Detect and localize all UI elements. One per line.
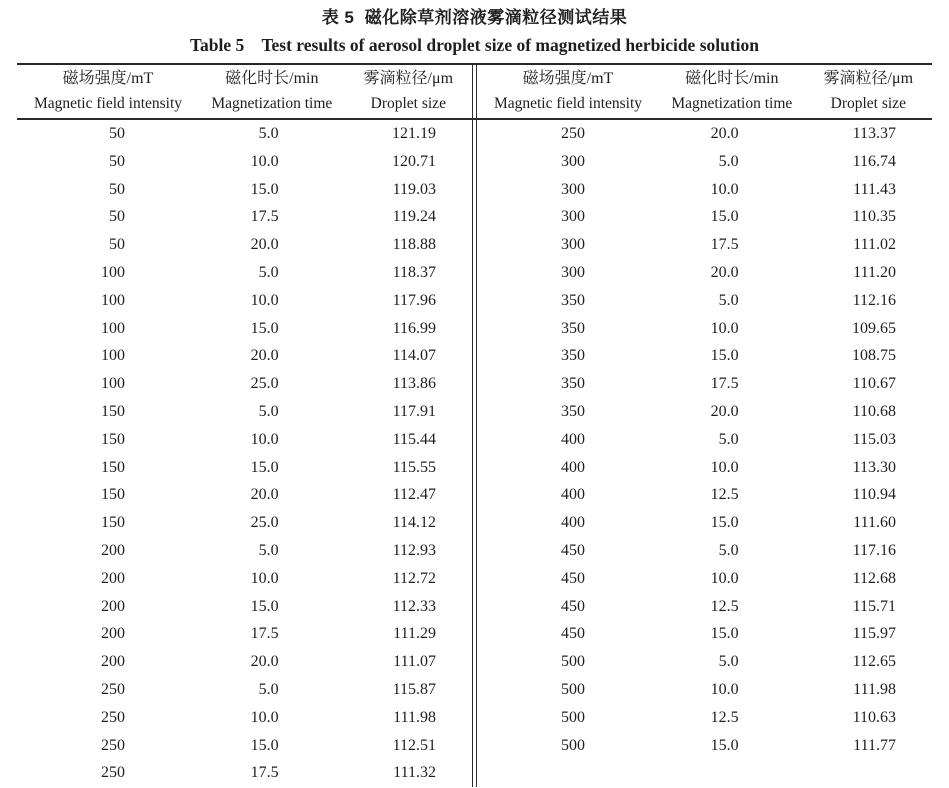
field-intensity-value: 300: [561, 208, 585, 226]
magnetization-time-value: 20.0: [250, 236, 279, 254]
magnetization-time-value: 10.0: [710, 680, 739, 698]
magnetization-time-value: 15.0: [710, 347, 739, 365]
header-magnetization-time-en: Magnetization time: [211, 95, 333, 112]
field-intensity-value: 50: [109, 152, 125, 170]
magnetization-time-value: 5.0: [258, 263, 279, 281]
droplet-size-value: 115.97: [852, 625, 896, 643]
field-intensity-value: 150: [101, 486, 125, 504]
droplet-size-value: 118.88: [392, 236, 436, 254]
field-intensity-value: 50: [109, 208, 125, 226]
droplet-size-value: 112.16: [852, 291, 896, 309]
droplet-size-value: 111.77: [853, 736, 896, 754]
header-field-intensity-en: Magnetic field intensity: [493, 95, 643, 112]
table-left-half: [17, 65, 472, 787]
magnetization-time-value: 20.0: [710, 263, 739, 281]
field-intensity-value: 200: [101, 597, 125, 615]
field-intensity-value: 250: [101, 764, 125, 782]
magnetization-time-value: 17.5: [250, 764, 279, 782]
header-droplet-size-en: Droplet size: [370, 95, 446, 112]
header-droplet-size-cn: 雾滴粒径/μm: [823, 70, 914, 87]
droplet-size-value: 113.30: [852, 458, 896, 476]
droplet-size-value: 113.37: [852, 125, 896, 142]
droplet-size-value: 119.24: [392, 208, 436, 226]
droplet-size-value: 110.63: [852, 708, 896, 726]
droplet-size-value: 112.65: [852, 653, 896, 671]
droplet-size-value: 112.47: [392, 486, 436, 504]
magnetization-time-value: 5.0: [718, 430, 739, 448]
magnetization-time-value: 10.0: [250, 569, 279, 587]
magnetization-time-value: 5.0: [718, 152, 739, 170]
field-intensity-value: 300: [561, 152, 585, 170]
droplet-size-value: 111.20: [853, 263, 896, 281]
magnetization-time-value: 15.0: [710, 736, 739, 754]
droplet-size-value: 111.98: [853, 680, 896, 698]
field-intensity-value: 50: [109, 125, 125, 142]
field-intensity-value: 250: [561, 125, 585, 142]
field-intensity-value: 150: [101, 402, 125, 420]
field-intensity-value: 350: [561, 402, 585, 420]
magnetization-time-value: 15.0: [250, 736, 279, 754]
magnetization-time-value: 10.0: [250, 291, 279, 309]
droplet-size-value: 111.43: [853, 180, 896, 198]
header-droplet-size-cn: 雾滴粒径/μm: [363, 70, 454, 87]
field-intensity-value: 250: [101, 708, 125, 726]
field-intensity-value: 150: [101, 430, 125, 448]
magnetization-time-value: 20.0: [250, 653, 279, 671]
magnetization-time-value: 15.0: [250, 180, 279, 198]
droplet-size-value: 121.19: [391, 125, 436, 142]
magnetization-time-value: 20.0: [710, 402, 739, 420]
magnetization-time-value: 17.5: [710, 236, 739, 254]
droplet-size-value: 119.03: [392, 180, 436, 198]
field-intensity-value: 100: [101, 375, 125, 393]
header-field-intensity-cn: 磁场强度/mT: [522, 70, 614, 87]
field-intensity-value: 300: [561, 263, 585, 281]
magnetization-time-value: 15.0: [250, 319, 279, 337]
field-intensity-value: 400: [561, 458, 585, 476]
field-intensity-value: 100: [101, 319, 125, 337]
droplet-size-value: 111.29: [393, 625, 436, 643]
header-droplet-size-en: Droplet size: [830, 95, 906, 112]
droplet-size-value: 111.07: [393, 653, 436, 671]
results-table: [17, 63, 932, 787]
field-intensity-value: 450: [561, 569, 585, 587]
droplet-size-value: 111.02: [853, 236, 896, 254]
droplet-size-value: 109.65: [851, 319, 896, 337]
droplet-size-value: 115.55: [392, 458, 436, 476]
droplet-size-value: 115.03: [852, 430, 896, 448]
droplet-size-value: 116.74: [852, 152, 896, 170]
magnetization-time-value: 10.0: [710, 569, 739, 587]
magnetization-time-value: 5.0: [258, 402, 279, 420]
field-intensity-value: 100: [101, 291, 125, 309]
magnetization-time-value: 12.5: [710, 597, 739, 615]
magnetization-time-value: 17.5: [250, 208, 279, 226]
center-double-divider: [472, 65, 477, 787]
droplet-size-value: 110.35: [852, 208, 896, 226]
droplet-size-value: 118.37: [392, 263, 436, 281]
magnetization-time-value: 10.0: [250, 708, 279, 726]
field-intensity-value: 350: [561, 347, 585, 365]
droplet-size-value: 114.12: [392, 514, 436, 532]
magnetization-time-value: 5.0: [718, 653, 739, 671]
magnetization-time-value: 10.0: [710, 180, 739, 198]
magnetization-time-value: 5.0: [258, 125, 279, 142]
magnetization-time-value: 20.0: [710, 125, 739, 142]
magnetization-time-value: 15.0: [250, 458, 279, 476]
field-intensity-value: 350: [561, 319, 585, 337]
droplet-size-value: 115.71: [852, 597, 896, 615]
field-intensity-value: 300: [561, 180, 585, 198]
magnetization-time-value: 25.0: [250, 514, 279, 532]
droplet-size-value: 114.07: [392, 347, 436, 365]
field-intensity-value: 450: [561, 541, 585, 559]
field-intensity-value: 250: [101, 680, 125, 698]
magnetization-time-value: 12.5: [710, 708, 739, 726]
field-intensity-value: 500: [561, 680, 585, 698]
field-intensity-value: 100: [101, 263, 125, 281]
table-title-chinese: 表 5 磁化除草剂溶液雾滴粒径测试结果: [321, 8, 628, 27]
header-field-intensity-cn: 磁场强度/mT: [62, 70, 154, 87]
droplet-size-value: 113.86: [392, 375, 436, 393]
field-intensity-value: 500: [561, 736, 585, 754]
header-magnetization-time-en: Magnetization time: [671, 95, 793, 112]
magnetization-time-value: 25.0: [250, 375, 279, 393]
droplet-size-value: 112.93: [392, 541, 436, 559]
magnetization-time-value: 10.0: [710, 458, 739, 476]
droplet-size-value: 117.96: [392, 291, 436, 309]
header-magnetization-time-cn: 磁化时长/min: [225, 70, 319, 87]
droplet-size-value: 112.72: [392, 569, 436, 587]
field-intensity-value: 100: [101, 347, 125, 365]
field-intensity-value: 450: [561, 625, 585, 643]
magnetization-time-value: 15.0: [710, 514, 739, 532]
droplet-size-value: 111.60: [853, 514, 896, 532]
droplet-size-value: 117.16: [852, 541, 896, 559]
magnetization-time-value: 5.0: [718, 541, 739, 559]
field-intensity-value: 450: [561, 597, 585, 615]
droplet-size-value: 115.87: [392, 680, 436, 698]
magnetization-time-value: 5.0: [258, 680, 279, 698]
magnetization-time-value: 20.0: [250, 486, 279, 504]
table-caption: [0, 0, 949, 55]
field-intensity-value: 500: [561, 708, 585, 726]
field-intensity-value: 400: [561, 430, 585, 448]
magnetization-time-value: 10.0: [710, 319, 739, 337]
header-magnetization-time-cn: 磁化时长/min: [685, 70, 779, 87]
magnetization-time-value: 17.5: [250, 625, 279, 643]
magnetization-time-value: 17.5: [710, 375, 739, 393]
field-intensity-value: 200: [101, 541, 125, 559]
droplet-size-value: 112.68: [852, 569, 896, 587]
field-intensity-value: 350: [561, 375, 585, 393]
droplet-size-value: 117.91: [392, 402, 436, 420]
droplet-size-value: 120.71: [391, 152, 436, 170]
droplet-size-value: 111.98: [393, 708, 436, 726]
field-intensity-value: 200: [101, 569, 125, 587]
field-intensity-value: 350: [561, 291, 585, 309]
magnetization-time-value: 12.5: [710, 486, 739, 504]
magnetization-time-value: 15.0: [710, 625, 739, 643]
magnetization-time-value: 10.0: [250, 430, 279, 448]
table-title-english: Table 5 Test results of aerosol droplet size of magnetized herbicide solution: [189, 35, 760, 55]
field-intensity-value: 300: [561, 236, 585, 254]
magnetization-time-value: 20.0: [250, 347, 279, 365]
droplet-size-value: 112.51: [392, 736, 436, 754]
field-intensity-value: 250: [101, 736, 125, 754]
droplet-size-value: 110.68: [852, 402, 896, 420]
field-intensity-value: 200: [101, 625, 125, 643]
droplet-size-value: 111.32: [393, 764, 436, 782]
magnetization-time-value: 5.0: [258, 541, 279, 559]
magnetization-time-value: 10.0: [250, 152, 279, 170]
magnetization-time-value: 5.0: [718, 291, 739, 309]
field-intensity-value: 200: [101, 653, 125, 671]
field-intensity-value: 400: [561, 514, 585, 532]
magnetization-time-value: 15.0: [250, 597, 279, 615]
field-intensity-value: 400: [561, 486, 585, 504]
table-right-half: [477, 65, 932, 759]
field-intensity-value: 500: [561, 653, 585, 671]
field-intensity-value: 150: [101, 514, 125, 532]
droplet-size-value: 115.44: [392, 430, 436, 448]
field-intensity-value: 50: [109, 236, 125, 254]
droplet-size-value: 110.67: [852, 375, 896, 393]
droplet-size-value: 110.94: [852, 486, 896, 504]
header-field-intensity-en: Magnetic field intensity: [33, 95, 183, 112]
droplet-size-value: 116.99: [392, 319, 436, 337]
droplet-size-value: 108.75: [851, 347, 896, 365]
field-intensity-value: 150: [101, 458, 125, 476]
magnetization-time-value: 15.0: [710, 208, 739, 226]
droplet-size-value: 112.33: [392, 597, 436, 615]
field-intensity-value: 50: [109, 180, 125, 198]
